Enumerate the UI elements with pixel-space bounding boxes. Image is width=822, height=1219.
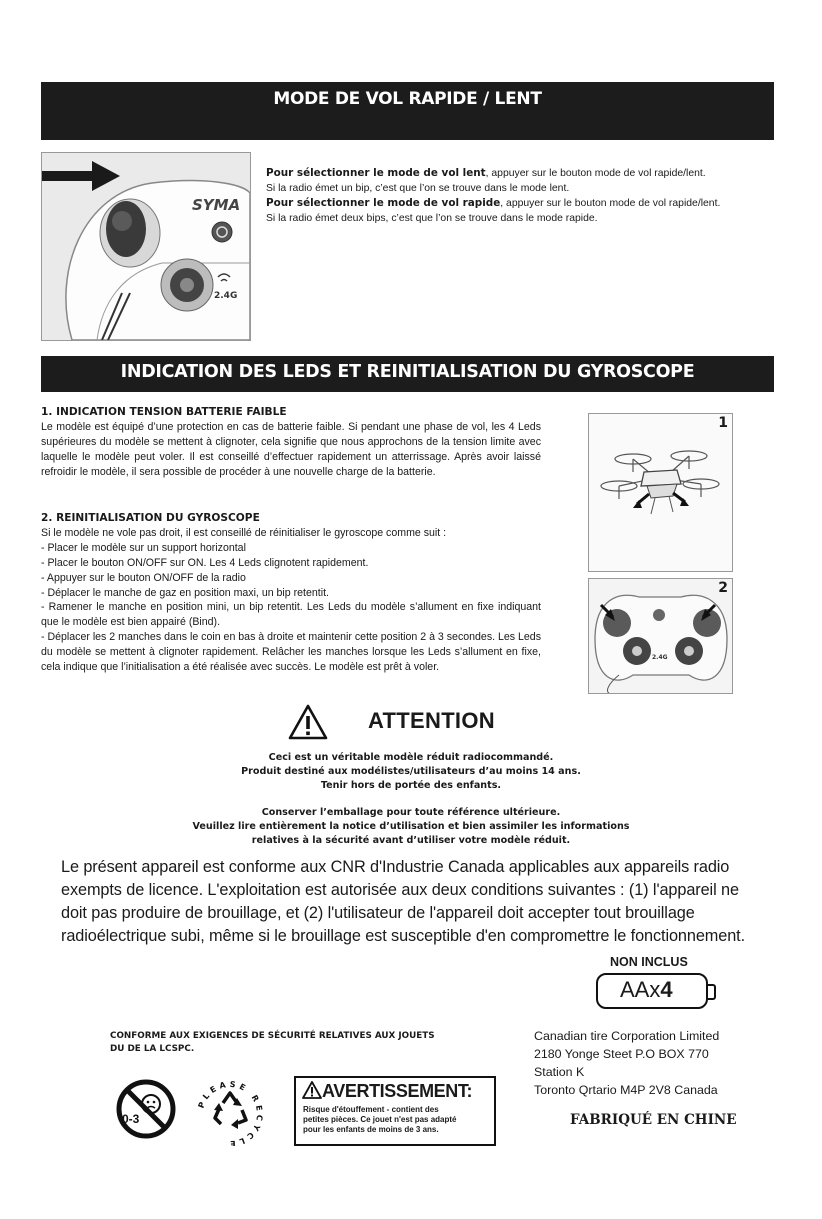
controller-illustration [42,153,250,340]
avertissement-line: Risque d'étouffement - contient des [303,1105,439,1114]
batteries-not-included: NON INCLUS [610,955,688,969]
warning-triangle-icon [288,704,328,740]
figure-number: 1 [718,415,728,431]
band-label: 2.4G [652,654,668,661]
avertissement-line: petites pièces. Ce jouet n'est pas adapté [303,1115,457,1124]
notice-line: exempts de licence. L'exploitation est autorisée aux deux conditions suivantes : (1) l'appareil ne [61,881,739,899]
address-line: 2180 Yonge Steet P.O BOX 770 [534,1047,709,1061]
conformity-statement [110,1030,435,1056]
controller-photo [41,152,251,341]
section-title: MODE DE VOL RAPIDE / LENT [273,89,542,109]
warning-triangle-icon [302,1081,322,1099]
battery-text: Le modèle est équipé d’une protection en cas de batterie faible. Si pendant une phase de vol, les 4 Leds supérieures du modèle se mettent à clignoter, cela signifie que nous approchons de la tension limite avec laquelle le modèle peut voler. Il est conseillé d’effectuer rapidement un atterrissage. Après avoir laissé refroidir le modèle, il sera possible de procéder à une nouvelle charge de la batterie. [41,420,541,478]
slow-mode-text: , appuyer sur le bouton mode de vol rapide/lent. [485,168,706,179]
gyro-line: - Placer le bouton ON/OFF sur ON. Les 4 Leds clignotent rapidement. [41,556,369,569]
gyro-line: Si le modèle ne vole pas droit, il est conseillé de réinitialiser le gyroscope comme suit : [41,526,447,539]
attention-line: Conserver l’emballage pour toute référence ultérieure. [261,807,561,818]
made-in-label: FABRIQUÉ EN CHINE [570,1112,737,1128]
industry-canada-notice [61,856,781,948]
band-label: 2.4G [214,291,238,301]
no-children-under-3-icon [115,1078,177,1140]
drone-figure [588,413,733,572]
notice-line: Le présent appareil est conforme aux CNR d'Industrie Canada applicables aux appareils radio [61,858,730,876]
gyro-line: - Déplacer les 2 manches dans le coin en bas à droite et maintenir cette position 2 à 3 secondes. Les Leds du modèle se mettent à clignoter rapidement. Relâcher les manches lorsque les Leds s’allument en fixe, cela indique que l’initialisation a été réalisée avec succès. Le modèle est prêt à voler. [41,631,541,674]
section-header-flight-mode [41,82,774,140]
attention-block-2 [0,806,822,848]
gyro-reset-section [41,511,541,675]
battery-icon [596,973,708,1009]
flight-mode-instructions [266,166,778,226]
slow-mode-label: Pour sélectionner le mode de vol lent [266,167,486,179]
avertissement-header [302,1081,472,1102]
conformity-line: CONFORME AUX EXIGENCES DE SÉCURITÉ RELATIVES AUX JOUETS [110,1031,435,1041]
attention-line: Produit destiné aux modélistes/utilisateurs d’au moins 14 ans. [241,766,581,777]
age-label: 0-3 [122,1112,140,1126]
gyro-line: - Placer le modèle sur un support horizontal [41,541,246,554]
avertissement-title: AVERTISSEMENT: [322,1081,473,1101]
recycle-text: PLEASE RECYCLE [196,1079,265,1146]
distributor-address [534,1027,719,1099]
gyro-line: - Appuyer sur le bouton ON/OFF de la radio [41,571,246,584]
svg-text:PLEASE RECYCLE [197,1080,265,1146]
gyro-line: - Déplacer le manche de gaz en position maxi, un bip retentit. [41,586,329,599]
attention-line: Veuillez lire entièrement la notice d’utilisation et bien assimiler les informations [192,821,630,832]
drone-illustration [589,414,732,571]
battery-count: 4 [660,977,673,1002]
attention-header [0,704,822,740]
attention-title: ATTENTION [368,708,495,733]
gyro-line: - Ramener le manche en position mini, un bip retentit. Les Leds du modèle s’allument en fixe indiquant que le modèle est bien appairé (Bind). [41,601,541,629]
attention-line: Tenir hors de portée des enfants. [320,780,502,791]
section-title: INDICATION DES LEDS ET REINITIALISATION DU GYROSCOPE [120,362,695,382]
attention-line: Ceci est un véritable modèle réduit radiocommandé. [268,752,554,763]
figure-number: 2 [718,580,728,596]
attention-block-1 [0,751,822,793]
fast-mode-text: , appuyer sur le bouton mode de vol rapide/lent. [500,198,721,209]
slow-mode-note: Si la radio émet un bip, c’est que l’on se trouve dans le mode lent. [266,183,570,194]
section-header-leds-gyro [41,356,774,392]
controller-top-illustration [589,579,732,693]
fast-mode-label: Pour sélectionner le mode de vol rapide [266,197,501,209]
controller-figure [588,578,733,694]
address-line: Toronto Qrtario M4P 2V8 Canada [534,1083,718,1097]
gyro-heading: 2. REINITIALISATION DU GYROSCOPE [41,512,260,524]
battery-heading: 1. INDICATION TENSION BATTERIE FAIBLE [41,406,287,418]
conformity-line: DU DE LA LCSPC. [110,1044,195,1054]
attention-line: relatives à la sécurité avant d’utiliser votre modèle réduit. [251,835,571,846]
battery-warning-section [41,405,541,480]
address-line: Station K [534,1065,585,1079]
choking-hazard-warning [294,1076,496,1146]
avertissement-line: pour les enfants de moins de 3 ans. [303,1125,439,1134]
brand-logo: SYMA [192,196,241,214]
battery-type: AAx [620,977,661,1002]
notice-line: radioélectrique subi, même si le brouillage est susceptible d'en compromettre le fonctionnement. [61,927,746,945]
recycle-icon [193,1078,267,1146]
fast-mode-note: Si la radio émet deux bips, c’est que l’on se trouve dans le mode rapide. [266,213,598,224]
notice-line: doit pas produire de brouillage, et (2) l'utilisateur de l'appareil doit accepter tout brouillage [61,904,695,922]
address-line: Canadian tire Corporation Limited [534,1029,720,1043]
